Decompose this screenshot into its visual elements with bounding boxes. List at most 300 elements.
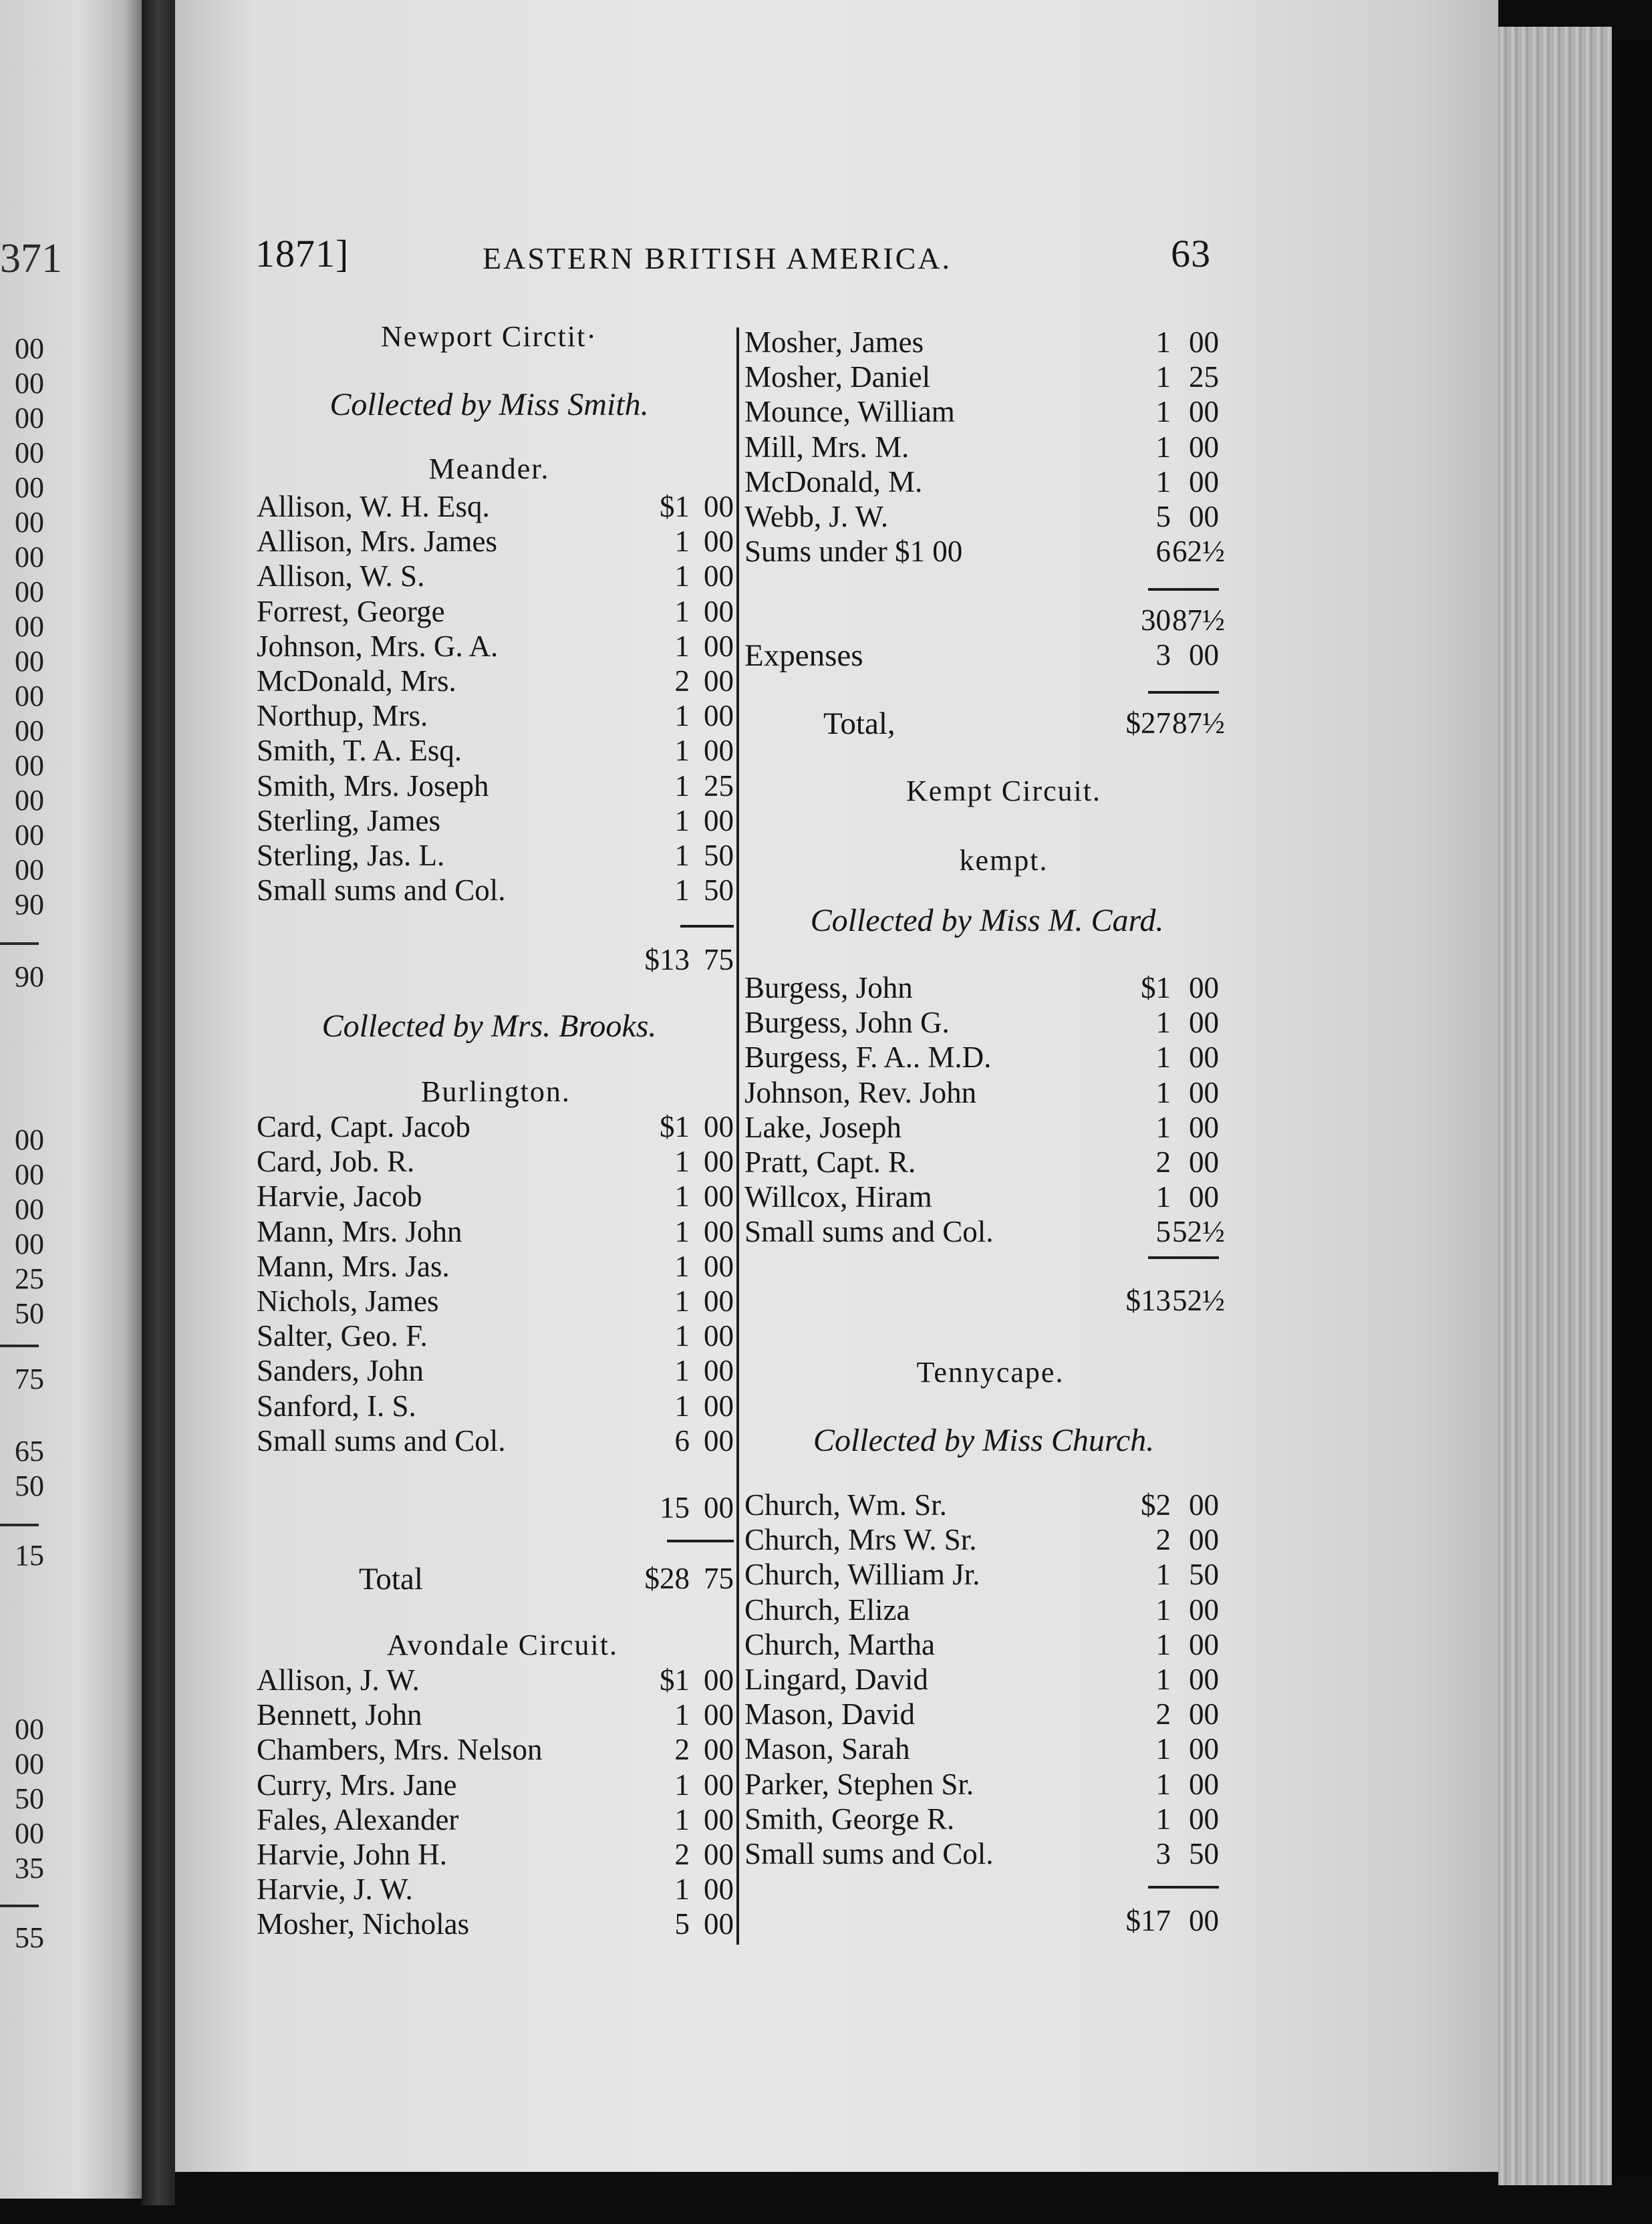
amount-dollars: 6 <box>674 1423 690 1457</box>
amount-cents: 00 <box>704 734 734 768</box>
amount-cents: 00 <box>1189 1180 1219 1214</box>
contributor-name: Webb, J. W. <box>744 500 889 533</box>
amount-dollars: $2 <box>1141 1488 1171 1522</box>
previous-page-figure: 00 <box>15 471 44 504</box>
amount-dollars: 1 <box>1155 430 1171 464</box>
amount-dollars: 1 <box>674 1249 690 1283</box>
previous-page-figure: 00 <box>15 1228 44 1260</box>
amount-cents: 00 <box>704 1907 734 1941</box>
amount-dollars: 2 <box>1155 1697 1171 1731</box>
previous-page-figure: 00 <box>15 749 44 782</box>
contributor-name: Mill, Mrs. M. <box>744 430 910 464</box>
amount-cents: 62½ <box>1172 535 1225 569</box>
amount-cents: 50 <box>1189 1837 1219 1870</box>
amount-cents: 00 <box>704 1663 734 1697</box>
tennycape-row <box>744 1592 1219 1627</box>
page-edges-shadow <box>1612 40 1652 2179</box>
previous-page-figure: 00 <box>15 541 44 573</box>
amount-cents: 00 <box>1189 500 1219 533</box>
amount-dollars: 1 <box>1155 1592 1171 1627</box>
contributor-name: Willcox, Hiram <box>744 1180 932 1214</box>
contributor-name: Sanders, John <box>257 1354 424 1388</box>
amount-cents: 00 <box>704 1838 734 1871</box>
newport-total <box>175 1561 734 1596</box>
avondale-total-label: Total, <box>823 706 896 741</box>
contributor-name: Pratt, Capt. R. <box>744 1145 916 1179</box>
previous-page-figure: 00 <box>15 402 44 434</box>
tennycape-total-dollars: $17 <box>1125 1904 1171 1937</box>
contributor-name: Mosher, Daniel <box>744 360 931 394</box>
contributor-name: Church, William Jr. <box>744 1558 980 1592</box>
kempt-row <box>744 1110 1219 1145</box>
amount-cents: 00 <box>704 1145 734 1179</box>
kempt-sum-rule <box>1148 1256 1219 1259</box>
kempt-row <box>744 1214 1225 1249</box>
tennycape-row <box>744 1557 1219 1592</box>
avondale-row <box>257 1837 734 1872</box>
avondale-gross <box>175 603 1225 638</box>
amount-dollars: 1 <box>1155 464 1171 499</box>
contributor-name: Mounce, William <box>744 395 955 429</box>
previous-page-fragment <box>0 0 142 2199</box>
amount-dollars: 1 <box>674 1802 690 1836</box>
contributor-name: Harvie, John H. <box>257 1838 447 1871</box>
previous-page-rule <box>0 1345 39 1347</box>
amount-cents: 00 <box>704 1733 734 1767</box>
kempt-row <box>744 1075 1219 1110</box>
avondale-cont-row <box>744 394 1219 429</box>
contributor-name: Allison, W. H. Esq. <box>257 490 490 523</box>
amount-cents: 00 <box>704 664 734 698</box>
newport-collector: Collected by Miss Smith. <box>329 387 649 422</box>
contributor-name: McDonald, M. <box>744 464 923 499</box>
amount-dollars: 1 <box>674 559 690 593</box>
contributor-name: Card, Capt. Jacob <box>257 1110 470 1143</box>
previous-page-figure: 00 <box>15 610 44 643</box>
contributor-name: Church, Wm. Sr. <box>744 1488 947 1522</box>
book-gutter <box>142 0 175 2205</box>
kempt-subtotal-dollars: $13 <box>1125 1284 1171 1317</box>
contributor-name: Burgess, John G. <box>744 1006 950 1040</box>
previous-page-figure: 15 <box>15 1539 44 1572</box>
avondale-gross-dollars: 30 <box>1141 603 1171 637</box>
previous-page-rule <box>0 1905 39 1907</box>
amount-cents: 00 <box>1189 1732 1219 1766</box>
tennycape-row <box>744 1767 1219 1802</box>
contributor-name: Card, Job. R. <box>257 1145 415 1179</box>
tennycape-row <box>744 1522 1219 1557</box>
amount-cents: 00 <box>1189 1040 1219 1075</box>
contributor-name: Nichols, James <box>257 1284 439 1318</box>
contributor-name: Johnson, Rev. John <box>744 1075 977 1109</box>
avondale-cont-row <box>744 464 1219 499</box>
amount-cents: 00 <box>704 1768 734 1802</box>
kempt-subtotal-cents: 52½ <box>1172 1284 1225 1317</box>
amount-dollars: 1 <box>1155 395 1171 429</box>
amount-dollars: 6 <box>1155 535 1171 569</box>
contributor-name: Small sums and Col. <box>744 1215 994 1249</box>
avondale-row <box>257 1663 734 1697</box>
amount-dollars: 1 <box>1155 1732 1171 1766</box>
amount-cents: 00 <box>1189 1663 1219 1696</box>
amount-dollars: 1 <box>1155 1180 1171 1214</box>
amount-dollars: 1 <box>674 1214 690 1248</box>
previous-page-figure: 50 <box>15 1470 44 1502</box>
previous-page-figure: 50 <box>15 1782 44 1815</box>
avondale-gross-rule <box>1148 588 1219 591</box>
avondale-total-cents: 87½ <box>1172 706 1225 740</box>
contributor-name: Allison, W. S. <box>257 559 425 593</box>
contributor-name: Forrest, George <box>257 594 445 628</box>
previous-page-figure: 50 <box>15 1297 44 1330</box>
tennycape-total <box>175 1903 1219 1938</box>
burlington-row <box>257 1109 734 1144</box>
avondale-row <box>257 1732 734 1767</box>
amount-cents: 00 <box>704 525 734 559</box>
previous-page-figure: 00 <box>15 680 44 712</box>
meander-subtotal-cents: 75 <box>704 943 734 976</box>
previous-page-figure: 00 <box>15 575 44 608</box>
amount-dollars: 5 <box>1155 1215 1171 1249</box>
meander-subtotal-dollars: $13 <box>644 943 690 976</box>
amount-dollars: 1 <box>674 699 690 733</box>
burlington-subtotal-dollars: 15 <box>660 1491 690 1524</box>
amount-dollars: 1 <box>674 839 690 872</box>
column-divider <box>736 327 739 1945</box>
amount-dollars: 1 <box>674 1284 690 1318</box>
amount-dollars: 1 <box>674 734 690 768</box>
amount-dollars: 1 <box>674 1698 690 1732</box>
contributor-name: Salter, Geo. F. <box>257 1319 428 1353</box>
previous-page-figure: 65 <box>15 1435 44 1468</box>
amount-cents: 50 <box>1189 1558 1219 1592</box>
amount-dollars: 1 <box>1155 325 1171 359</box>
burlington-row <box>257 1423 734 1458</box>
amount-dollars: 1 <box>674 1389 690 1423</box>
contributor-name: Church, Martha <box>744 1627 935 1661</box>
amount-dollars: 1 <box>1155 1006 1171 1040</box>
contributor-name: Mosher, Nicholas <box>257 1907 470 1941</box>
contributor-name: Mosher, James <box>744 325 924 359</box>
amount-cents: 50 <box>704 873 734 908</box>
kempt-row <box>744 1040 1219 1075</box>
contributor-name: Fales, Alexander <box>257 1802 459 1836</box>
previous-page-figure: 00 <box>15 367 44 400</box>
avondale-total-dollars: $27 <box>1125 706 1171 740</box>
contributor-name: Allison, J. W. <box>257 1663 420 1697</box>
amount-dollars: $1 <box>660 490 690 523</box>
amount-cents: 00 <box>1189 1145 1219 1179</box>
amount-cents: 00 <box>704 1872 734 1907</box>
burlington-row <box>257 1353 734 1388</box>
contributor-name: McDonald, Mrs. <box>257 664 456 698</box>
contributor-name: Burgess, John <box>744 971 913 1004</box>
amount-cents: 00 <box>704 559 734 593</box>
kempt-circuit-title: Kempt Circuit. <box>906 775 1101 807</box>
meander-row <box>257 873 734 908</box>
contributor-name: Smith, George R. <box>744 1802 955 1836</box>
previous-page-figure: 00 <box>15 1817 44 1850</box>
newport-circuit-title: Newport Circtit· <box>380 320 598 353</box>
previous-page-figure: 55 <box>15 1921 44 1954</box>
newport-total-dollars: $28 <box>644 1562 690 1595</box>
page-number: 63 <box>1171 232 1211 275</box>
amount-cents: 00 <box>704 1389 734 1423</box>
kempt-row <box>744 1145 1219 1179</box>
contributor-name: Small sums and Col. <box>257 1423 506 1457</box>
amount-cents: 00 <box>1189 1523 1219 1557</box>
amount-cents: 00 <box>1189 325 1219 359</box>
previous-page-figure: 35 <box>15 1852 44 1885</box>
avondale-row <box>257 1697 734 1732</box>
expenses-dollars: 3 <box>1155 638 1171 672</box>
tennycape-total-cents: 00 <box>1189 1904 1219 1937</box>
amount-dollars: 1 <box>674 1872 690 1907</box>
amount-cents: 00 <box>704 699 734 733</box>
burlington-subtotal-cents: 00 <box>704 1491 734 1524</box>
amount-dollars: 1 <box>1155 360 1171 394</box>
amount-cents: 00 <box>1189 464 1219 499</box>
avondale-gross-cents: 87½ <box>1172 603 1225 637</box>
running-head-year: 1871] <box>255 232 350 275</box>
amount-dollars: 1 <box>674 803 690 837</box>
amount-cents: 00 <box>704 1214 734 1248</box>
avondale-row <box>257 1768 734 1802</box>
burlington-row <box>257 1144 734 1179</box>
meander-row <box>257 489 734 524</box>
tennycape-row <box>744 1836 1219 1871</box>
meander-row <box>257 838 734 873</box>
contributor-name: Smith, Mrs. Joseph <box>257 769 489 803</box>
amount-dollars: 1 <box>1155 1110 1171 1144</box>
contributor-name: Small sums and Col. <box>744 1837 994 1870</box>
tennycape-row <box>744 1627 1219 1662</box>
avondale-cont-row <box>744 499 1219 534</box>
amount-dollars: 2 <box>1155 1145 1171 1179</box>
amount-cents: 00 <box>1189 1075 1219 1109</box>
amount-dollars: 5 <box>1155 500 1171 533</box>
meander-subtotal <box>175 942 734 977</box>
tennycape-sum-rule <box>1148 1886 1219 1889</box>
meander-row <box>257 769 734 803</box>
kempt-row <box>744 970 1219 1005</box>
contributor-name: Sanford, I. S. <box>257 1389 416 1423</box>
burlington-row <box>257 1389 734 1423</box>
amount-cents: 00 <box>1189 1627 1219 1661</box>
contributor-name: Bennett, John <box>257 1698 422 1732</box>
amount-cents: 00 <box>1189 1006 1219 1040</box>
amount-dollars: 1 <box>1155 1075 1171 1109</box>
contributor-name: Sterling, Jas. L. <box>257 839 445 872</box>
contributor-name: Smith, T. A. Esq. <box>257 734 462 768</box>
contributor-name: Lingard, David <box>744 1663 928 1696</box>
amount-cents: 00 <box>1189 1488 1219 1522</box>
amount-dollars: 1 <box>1155 1040 1171 1075</box>
amount-dollars: 1 <box>674 525 690 559</box>
tennycape-row <box>744 1731 1219 1766</box>
running-head-title: EASTERN BRITISH AMERICA. <box>483 241 952 275</box>
amount-cents: 00 <box>704 629 734 663</box>
meander-row <box>257 559 734 593</box>
previous-page-figure: 00 <box>15 645 44 678</box>
contributor-name: Mason, David <box>744 1697 915 1731</box>
avondale-net-rule <box>1148 691 1219 694</box>
amount-dollars: 1 <box>674 629 690 663</box>
contributor-name: Mason, Sarah <box>744 1732 910 1766</box>
previous-page-figure: 00 <box>15 1158 44 1191</box>
previous-page-year: 371 <box>0 236 62 281</box>
amount-dollars: $1 <box>660 1110 690 1143</box>
contributor-name: Allison, Mrs. James <box>257 525 497 559</box>
tennycape-row <box>744 1488 1219 1522</box>
meander-sum-rule <box>680 925 734 928</box>
previous-page-rule <box>0 1524 39 1526</box>
previous-page-figure: 00 <box>15 784 44 817</box>
amount-dollars: 2 <box>674 1838 690 1871</box>
avondale-total <box>175 706 1225 740</box>
contributor-name: Mann, Mrs. Jas. <box>257 1249 450 1283</box>
contributor-name: Burgess, F. A.. M.D. <box>744 1040 992 1075</box>
contributor-name: Mann, Mrs. John <box>257 1214 462 1248</box>
amount-cents: 00 <box>704 1179 734 1214</box>
previous-page-figure: 90 <box>15 888 44 921</box>
amount-dollars: 3 <box>1155 1837 1171 1870</box>
amount-cents: 00 <box>704 1802 734 1836</box>
amount-cents: 00 <box>1189 1767 1219 1801</box>
previous-page-figure: 25 <box>15 1262 44 1295</box>
amount-dollars: $1 <box>660 1663 690 1697</box>
avondale-cont-row <box>744 534 1225 569</box>
previous-page-figure: 00 <box>15 853 44 886</box>
contributor-name: Northup, Mrs. <box>257 699 428 733</box>
page-edges <box>1498 27 1612 2185</box>
amount-dollars: 1 <box>1155 1627 1171 1661</box>
contributor-name: Sterling, James <box>257 803 440 837</box>
amount-dollars: 5 <box>674 1907 690 1941</box>
burlington-row <box>257 1318 734 1353</box>
tennycape-row <box>744 1662 1219 1697</box>
amount-cents: 50 <box>704 839 734 872</box>
contributor-name: Johnson, Mrs. G. A. <box>257 629 499 663</box>
avondale-cont-row <box>744 325 1219 360</box>
tennycape-collector: Collected by Miss Church. <box>813 1423 1155 1458</box>
contributor-name: Sums under $1 00 <box>744 535 963 569</box>
contributor-name: Lake, Joseph <box>744 1110 902 1144</box>
amount-cents: 52½ <box>1172 1215 1225 1249</box>
avondale-row <box>257 1802 734 1837</box>
amount-dollars: 2 <box>674 1733 690 1767</box>
amount-cents: 00 <box>704 803 734 837</box>
amount-dollars: 1 <box>1155 1802 1171 1836</box>
amount-cents: 00 <box>1189 1802 1219 1836</box>
avondale-cont-row <box>744 360 1219 394</box>
previous-page-figure: 90 <box>15 960 44 993</box>
tennycape-row <box>744 1802 1219 1836</box>
contributor-name: Parker, Stephen Sr. <box>744 1767 974 1801</box>
amount-cents: 00 <box>704 1698 734 1732</box>
tennycape-heading: Tennycape. <box>916 1356 1065 1389</box>
expenses-cents: 00 <box>1189 638 1219 672</box>
amount-dollars: 1 <box>674 1354 690 1388</box>
kempt-row <box>744 1005 1219 1040</box>
previous-page-figure: 00 <box>15 506 44 539</box>
amount-cents: 00 <box>704 1354 734 1388</box>
amount-cents: 00 <box>704 1423 734 1457</box>
amount-dollars: 1 <box>674 873 690 908</box>
kempt-collector: Collected by Miss M. Card. <box>810 903 1164 938</box>
previous-page-figure: 75 <box>15 1363 44 1395</box>
amount-dollars: 1 <box>674 1145 690 1179</box>
contributor-name: Harvie, J. W. <box>257 1872 413 1907</box>
burlington-row <box>257 1249 734 1284</box>
amount-dollars: 1 <box>674 1179 690 1214</box>
tennycape-row <box>744 1697 1219 1731</box>
kempt-subtotal <box>175 1283 1225 1318</box>
amount-cents: 00 <box>704 490 734 523</box>
burlington-collector: Collected by Mrs. Brooks. <box>321 1008 657 1044</box>
amount-dollars: 1 <box>674 769 690 803</box>
amount-cents: 00 <box>704 1319 734 1353</box>
contributor-name: Church, Mrs W. Sr. <box>744 1523 977 1557</box>
amount-dollars: 1 <box>1155 1558 1171 1592</box>
previous-page-figure: 00 <box>15 1713 44 1746</box>
amount-dollars: 2 <box>1155 1523 1171 1557</box>
amount-cents: 00 <box>1189 1110 1219 1144</box>
avondale-cont-row <box>744 430 1219 464</box>
avondale-row <box>257 1872 734 1907</box>
avondale-circuit-title: Avondale Circuit. <box>387 1629 618 1661</box>
amount-dollars: $1 <box>1141 971 1171 1004</box>
amount-cents: 00 <box>1189 971 1219 1004</box>
newport-total-cents: 75 <box>704 1562 734 1595</box>
contributor-name: Curry, Mrs. Jane <box>257 1768 457 1802</box>
meander-row <box>257 524 734 559</box>
amount-dollars: 1 <box>674 1768 690 1802</box>
amount-cents: 00 <box>704 1110 734 1143</box>
amount-dollars: 1 <box>674 1319 690 1353</box>
amount-cents: 00 <box>1189 430 1219 464</box>
amount-cents: 00 <box>1189 1697 1219 1731</box>
burlington-subtotal <box>175 1490 734 1525</box>
previous-page-figures <box>0 0 67 2199</box>
amount-cents: 00 <box>1189 395 1219 429</box>
amount-cents: 00 <box>704 1249 734 1283</box>
contributor-name: Small sums and Col. <box>257 873 506 908</box>
amount-dollars: 2 <box>674 664 690 698</box>
kempt-row <box>744 1179 1219 1214</box>
previous-page-rule <box>0 942 39 945</box>
previous-page-figure: 00 <box>15 436 44 469</box>
amount-dollars: 1 <box>1155 1663 1171 1696</box>
contributor-name: Church, Eliza <box>744 1592 910 1627</box>
expenses-label: Expenses <box>744 638 863 673</box>
burlington-sum-rule <box>667 1540 734 1542</box>
amount-cents: 25 <box>1189 360 1219 394</box>
contributor-name: Chambers, Mrs. Nelson <box>257 1733 543 1767</box>
meander-heading: Meander. <box>428 452 550 485</box>
amount-dollars: 1 <box>674 594 690 628</box>
previous-page-figure: 00 <box>15 819 44 851</box>
amount-cents: 25 <box>704 769 734 803</box>
amount-cents: 00 <box>704 594 734 628</box>
previous-page-figure: 00 <box>15 1193 44 1226</box>
kempt-heading: kempt. <box>959 844 1049 877</box>
expenses <box>175 638 1219 672</box>
previous-page-figure: 00 <box>15 714 44 747</box>
ledger-page <box>175 0 1498 2172</box>
meander-row <box>257 803 734 838</box>
amount-cents: 00 <box>704 1284 734 1318</box>
